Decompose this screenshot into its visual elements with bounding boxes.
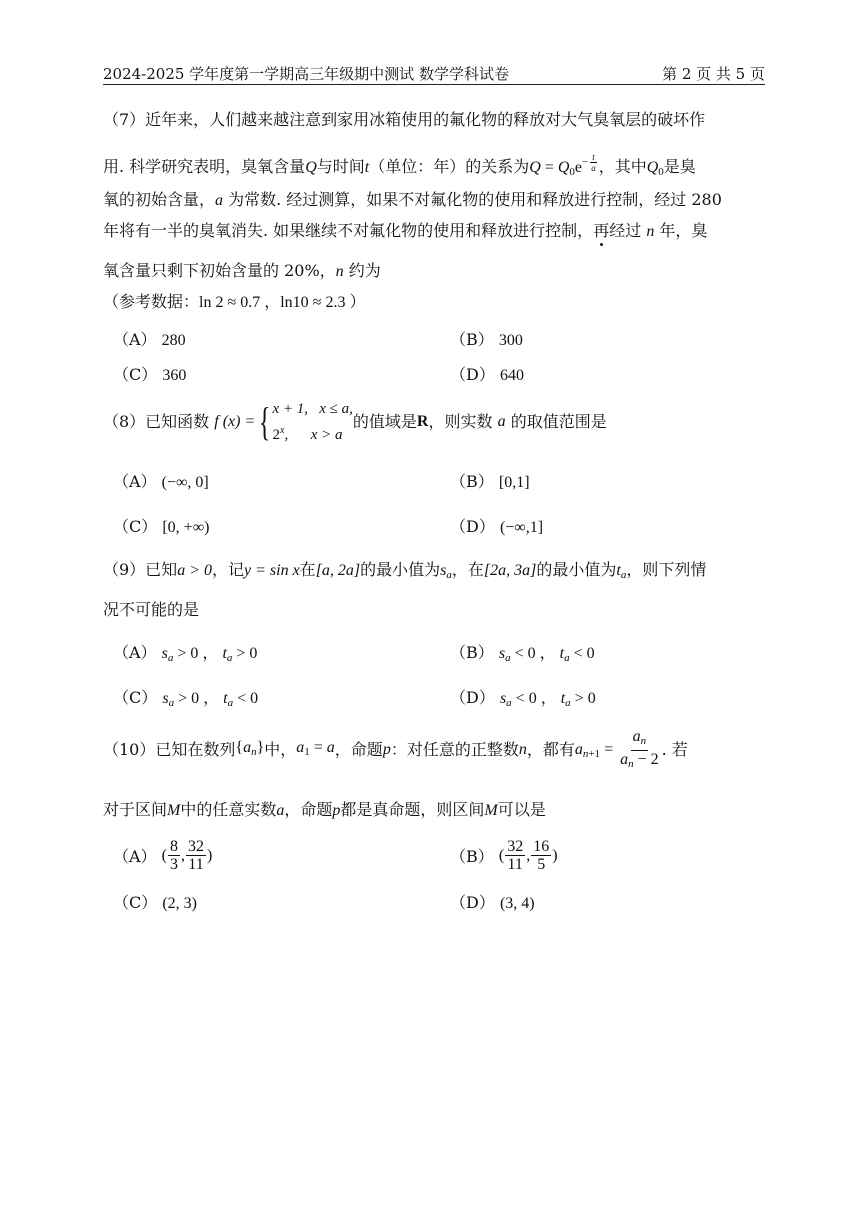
q7-option-a: （A） 280 <box>113 330 186 349</box>
q10-line2: 对于区间M中的任意实数a，命题p都是真命题，则区间M可以是 <box>103 800 546 819</box>
q10-option-d: （D） (3, 4) <box>450 893 535 912</box>
q10-option-a: （A） ( $\frac{8}{3}$ , $\frac{32}{11}$ ) <box>113 838 213 873</box>
q7-line1: （7）近年来，人们越来越注意到家用冰箱使用的氟化物的释放对大气臭氧层的破坏作 <box>103 110 706 129</box>
q8-option-a: （A） (−∞, 0] <box>113 472 209 491</box>
q9-option-c: （C） $s_a > 0$ ， $t_a < 0$ <box>113 688 259 709</box>
q9-option-b: （B） $s_a < 0$ ， $t_a < 0$ <box>450 643 595 664</box>
q7-option-d: （D） 640 <box>450 365 524 384</box>
q10-option-c: （C） (2, 3) <box>113 893 197 912</box>
q9-line1: （9）已知a > 0，记y = sin x在[a, 2a]的最小值为$s_a$，在[2a, 3a]的最小值为$t_a$，则下列情 <box>103 560 707 581</box>
q7-line5: 氧含量只剩下初始含量的 20%，n 约为 <box>103 261 381 280</box>
page-header <box>103 62 765 84</box>
q7-line2: 用. 科学研究表明，臭氧含量Q与时间t（单位：年）的关系为$Q = Q_0e^{- \frac{t}{a}}$ ，其中$Q_0$是臭 <box>103 152 696 179</box>
q10-option-b: （B） ( $\frac{32}{11}$ , $\frac{16}{5}$ ) <box>450 838 558 873</box>
q7-line4: 年将有一半的臭氧消失. 如果继续不对氟化物的使用和释放进行控制，再经过 n 年，臭 <box>103 221 708 240</box>
q8-option-b: （B） [0,1] <box>450 472 530 491</box>
exam-title: 2024-2025 学年度第一学期高三年级期中测试 数学学科试卷 <box>103 65 509 83</box>
page-number: 第 2 页 共 5 页 <box>662 65 765 83</box>
question-8 <box>103 398 765 448</box>
q10-line1: （10）已知在数列 $\{a_n\}$ 中， $a_1 = a$ ，命题 p ：对任意的正整数 n ，都有 $a_{n+1}$ = $\frac{a_n}{a_n - 2}$ . 若 <box>103 727 688 770</box>
question-9 <box>103 560 765 620</box>
header-divider <box>103 84 765 85</box>
q8-option-c: （C） [0, +∞) <box>113 517 210 536</box>
question-10 <box>103 727 765 820</box>
q8-line1: （8）已知函数 f (x) = { x + 1, x ≤ a, 2$^x$, x > a 的值域是 R ，则实数 a 的取值范围是 <box>103 399 607 444</box>
q7-option-b: （B） 300 <box>450 330 523 349</box>
question-7 <box>103 110 765 310</box>
q9-option-d: （D） $s_a < 0$ ， $t_a > 0$ <box>450 688 596 709</box>
q7-reference-data: （参考数据：ln 2 ≈ 0.7 ，ln10 ≈ 2.3 ） <box>103 294 366 311</box>
q7-option-c: （C） 360 <box>113 365 187 384</box>
q9-line2: 况不可能的是 <box>103 600 200 619</box>
q9-option-a: （A） $s_a > 0$ ， $t_a > 0$ <box>113 643 258 664</box>
q7-line3: 氧的初始含量，a 为常数. 经过测算，如果不对氟化物的使用和释放进行控制，经过 280 <box>103 190 722 209</box>
q8-option-d: （D） (−∞,1] <box>450 517 544 536</box>
